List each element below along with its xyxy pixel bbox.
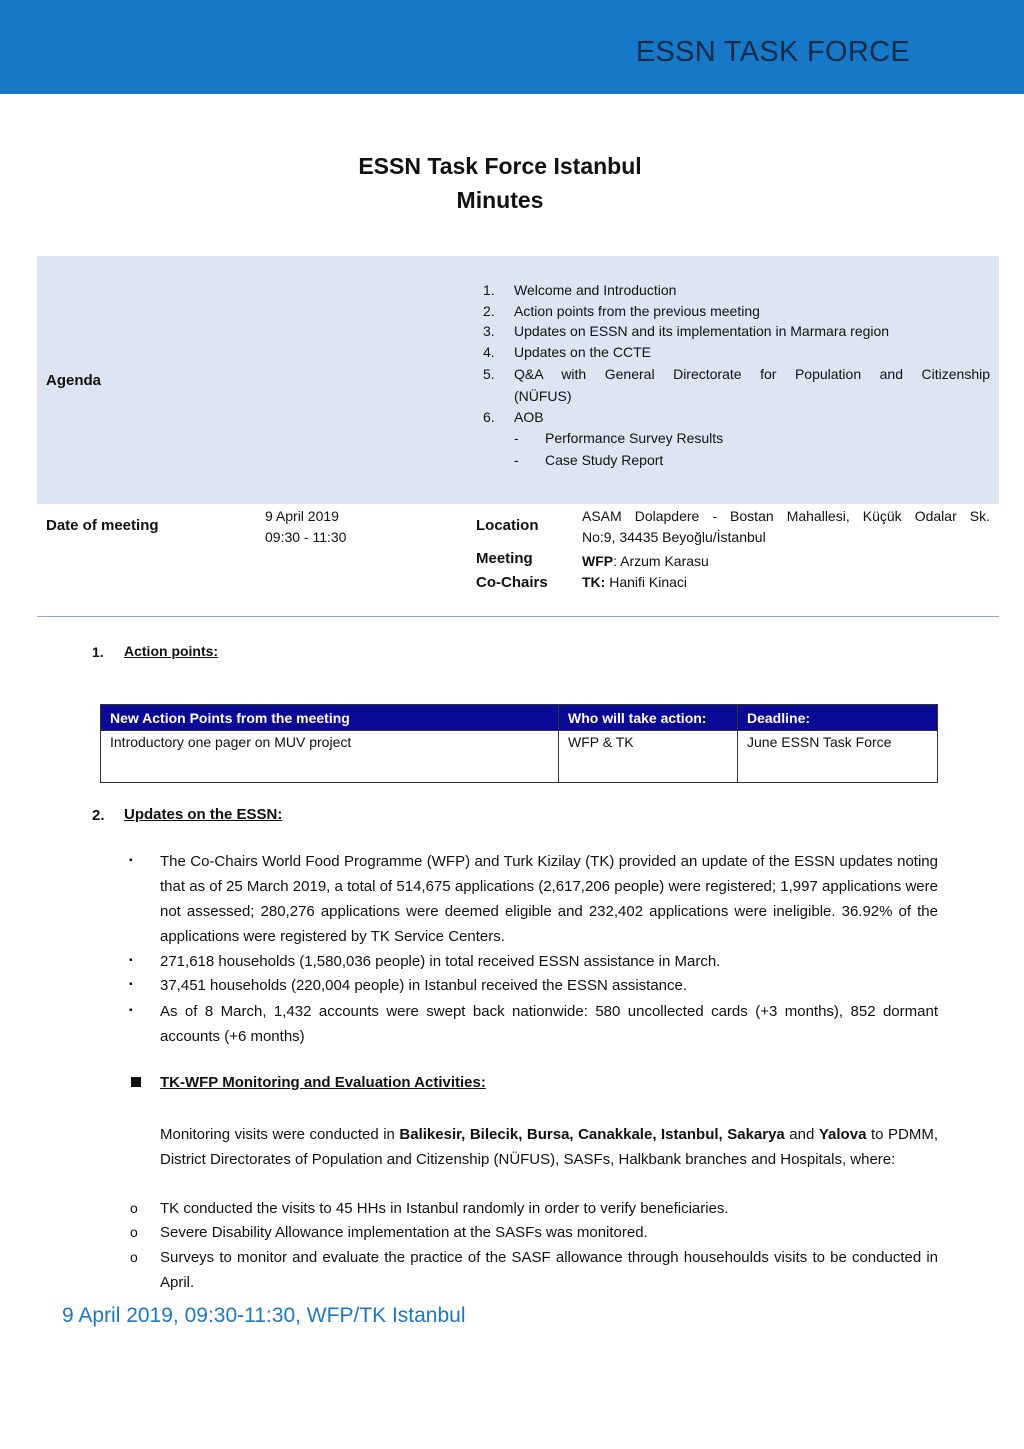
banner-title: ESSN TASK FORCE (635, 36, 910, 68)
circle-bullet-icon: o (130, 1224, 138, 1240)
table-cell: June ESSN Task Force (738, 731, 938, 783)
square-bullet-icon: ▪ (129, 955, 133, 966)
agenda-item-number: 5. (483, 366, 495, 382)
intro-text: to PDMM, District Directorates of Population and Citizenship (NÜFUS), SASFs, Halkbank branches and Hospitals, where: (160, 1126, 938, 1168)
table-row (101, 731, 938, 783)
agenda-item-number: 6. (483, 409, 495, 425)
circle-bullet-icon: o (130, 1249, 138, 1265)
agenda-item-number: 2. (483, 303, 495, 319)
square-bullet-icon: ▪ (129, 855, 133, 866)
tk-cochair (582, 572, 687, 593)
table-cell: Introductory one pager on MUV project (101, 731, 559, 783)
wfp-name: : Arzum Karasu (613, 553, 709, 569)
agenda-item: Welcome and Introduction (514, 282, 677, 298)
location-line: No:9, 34435 Beyoğlu/İstanbul (582, 529, 766, 545)
monitoring-item: Surveys to monitor and evaluate the practice of the SASF allowance through househoulds visits to be conducted in April. (160, 1249, 938, 1291)
agenda-item-number: 4. (483, 344, 495, 360)
document-subtitle: Minutes (456, 187, 544, 213)
section-heading: Action points: (124, 643, 219, 659)
intro-text: Monitoring visits were conducted in (160, 1126, 400, 1143)
province-name: Yalova (818, 1126, 867, 1143)
intro-text: and (784, 1126, 819, 1143)
agenda-item: Updates on ESSN and its implementation in Marmara region (514, 323, 890, 339)
dash-bullet: - (514, 430, 519, 446)
header-banner (0, 0, 1024, 94)
subsection-heading: TK-WFP Monitoring and Evaluation Activities: (160, 1074, 486, 1091)
agenda-item-number: 1. (483, 282, 495, 298)
wfp-label: WFP (582, 553, 614, 569)
agenda-item: Q&A with General Directorate for Population and Citizenship (514, 366, 990, 382)
square-bullet-icon: ▪ (129, 979, 133, 990)
bullet-paragraph: 271,618 households (1,580,036 people) in total received ESSN assistance in March. (160, 953, 721, 970)
monitoring-item: TK conducted the visits to 45 HHs in Istanbul randomly in order to verify beneficiaries. (160, 1200, 729, 1217)
agenda-item: AOB (514, 409, 544, 425)
page-footer: 9 April 2019, 09:30-11:30, WFP/TK Istanbul (62, 1304, 466, 1327)
circle-bullet-icon: o (130, 1200, 138, 1216)
meeting-time: 09:30 - 11:30 (265, 529, 347, 545)
location-line: ASAM Dolapdere - Bostan Mahallesi, Küçük Odalar Sk. (582, 508, 990, 524)
province-list: Balikesir, Bilecik, Bursa, Canakkale, Istanbul, Sakarya (399, 1126, 785, 1143)
monitoring-intro (160, 1122, 938, 1172)
agenda-item: Updates on the CCTE (514, 344, 651, 360)
table-cell: WFP & TK (559, 731, 738, 783)
divider (37, 616, 999, 617)
agenda-subitem: Performance Survey Results (545, 430, 724, 446)
agenda-label: Agenda (46, 372, 102, 389)
tk-label: TK: (582, 574, 606, 590)
cochairs-label: Co-Chairs (476, 574, 548, 591)
square-bullet-icon: ▪ (129, 1005, 133, 1016)
agenda-item: Action points from the previous meeting (514, 303, 760, 319)
section-number: 2. (92, 807, 105, 824)
bullet-paragraph: 37,451 households (220,004 people) in Istanbul received the ESSN assistance. (160, 977, 688, 994)
agenda-subitem: Case Study Report (545, 452, 664, 468)
wfp-cochair (582, 551, 709, 572)
dash-bullet: - (514, 452, 519, 468)
monitoring-item: Severe Disability Allowance implementation at the SASFs was monitored. (160, 1224, 648, 1241)
action-points-table (100, 704, 938, 783)
column-header: Who will take action: (559, 705, 738, 731)
bullet-paragraph: The Co-Chairs World Food Programme (WFP) and Turk Kizilay (TK) provided an update of the ESSN updates noting that as of 25 March 2019, a total of 514,675 applications (2,617,206 people) were registered; 1,997 applications were not assessed; 280,276 applications were deemed eligible and 232,402 applications were ineligible. 36.92% of the applications were registered by TK Service Centers. (160, 853, 938, 945)
column-header: Deadline: (738, 705, 938, 731)
date-label: Date of meeting (46, 517, 159, 534)
section-heading: Updates on the ESSN: (124, 806, 283, 823)
meeting-date: 9 April 2019 (265, 508, 339, 524)
bullet-paragraph: As of 8 March, 1,432 accounts were swept back nationwide: 580 uncollected cards (+3 months), 852 dormant accounts (+6 months) (160, 1003, 938, 1045)
tk-name: Hanifi Kinaci (605, 574, 688, 590)
square-bullet-icon (131, 1077, 141, 1087)
column-header: New Action Points from the meeting (101, 705, 559, 731)
cochairs-label: Meeting (476, 550, 533, 567)
document-title: ESSN Task Force Istanbul (358, 153, 642, 179)
agenda-item-continuation: (NÜFUS) (514, 388, 572, 404)
section-number: 1. (92, 644, 104, 660)
location-label: Location (476, 517, 539, 534)
agenda-item-number: 3. (483, 323, 495, 339)
table-header-row (101, 705, 938, 731)
